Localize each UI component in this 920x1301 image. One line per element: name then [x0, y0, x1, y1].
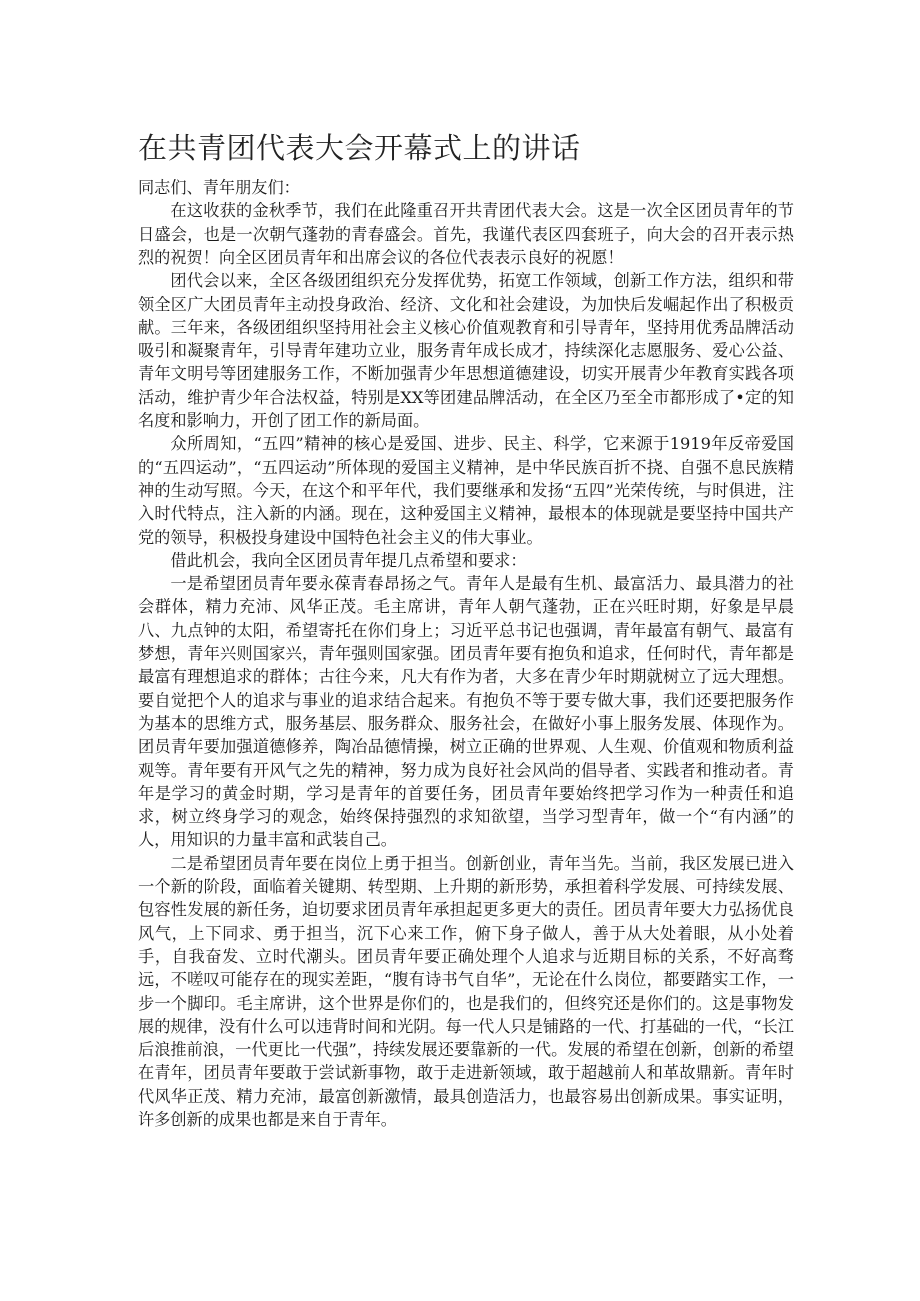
- paragraph-transition: 借此机会，我向全区团员青年提几点希望和要求：: [170, 550, 527, 570]
- paragraph-may-fourth: 众所周知，“五四”精神的核心是爱国、进步、民主、科学，它来源于1919年反帝爱国的“五四运动”，“五四运动”所体现的爱国主义精神，是中华民族百折不挠、自强不息民族精神的生动写照。今天，在这个和平年代，我们要继承和发扬“五四”光荣传统，与时俱进，注入时代特点，注入新的内涵。现在，这种爱国主义精神，最根本的体现就是要坚持中国共产党的领导，积极投身建设中国特色社会主义的伟大事业。: [138, 434, 794, 547]
- paragraph-opening: 在这收获的金秋季节，我们在此隆重召开共青团代表大会。这是一次全区团员青年的节日盛会，也是一次朝气蓬勃的青春盛会。首先，我谨代表区四套班子，向大会的召开表示热烈的祝贺！向全区团员青年和出席会议的各位代表表示良好的祝愿！: [138, 201, 794, 267]
- document-page: [138, 128, 794, 1131]
- paragraph-achievements: 团代会以来，全区各级团组织充分发挥优势，拓宽工作领域，创新工作方法，组织和带领全区广大团员青年主动投身政治、经济、文化和社会建设，为加快后发崛起作出了积极贡献。三年来，各级团组织坚持用社会主义核心价值观教育和引导青年，坚持用优秀品牌活动吸引和凝聚青年，引导青年建功立业，服务青年成长成才，持续深化志愿服务、爱心公益、青年文明号等团建服务工作，不断加强青少年思想道德建设，切实开展青少年教育实践各项活动，维护青少年合法权益，特别是XX等团建品牌活动，在全区乃至全市都形成了•定的知名度和影响力，开创了团工作的新局面。: [138, 271, 794, 431]
- paragraph-hope-one: 一是希望团员青年要永葆青春昂扬之气。青年人是最有生机、最富活力、最具潜力的社会群体，精力充沛、风华正茂。毛主席讲，青年人朝气蓬勃，正在兴旺时期，好象是早晨八、九点钟的太阳，希望寄托在你们身上；习近平总书记也强调，青年最富有朝气、最富有梦想，青年兴则国家兴，青年强则国家强。团员青年要有抱负和追求，任何时代，青年都是最富有理想追求的群体；古往今来，凡大有作为者，大多在青少年时期就树立了远大理想。要自觉把个人的追求与事业的追求结合起来。有抱负不等于要专做大事，我们还要把服务作为基本的思维方式，服务基层、服务群众、服务社会，在做好小事上服务发展、体现作为。团员青年要加强道德修养，陶冶品德情操，树立正确的世界观、人生观、价值观和物质利益观等。青年要有开风气之先的精神，努力成为良好社会风尚的倡导者、实践者和推动者。青年是学习的黄金时期，学习是青年的首要任务，团员青年要始终把学习作为一种责任和追求，树立终身学习的观念，始终保持强烈的求知欲望，当学习型青年，做一个“有内涵”的人，用知识的力量丰富和武装自己。: [138, 574, 794, 850]
- document-title: 在共青团代表大会开幕式上的讲话: [138, 131, 581, 165]
- greeting-line: 同志们、青年朋友们：: [138, 178, 300, 197]
- paragraph-hope-two: 二是希望团员青年要在岗位上勇于担当。创新创业，青年当先。当前，我区发展已进入一个新的阶段，面临着关键期、转型期、上升期的新形势，承担着科学发展、可持续发展、包容性发展的新任务，迫切要求团员青年承担起更多更大的责任。团员青年要大力弘扬优良风气，上下同求、勇于担当，沉下心来工作，俯下身子做人，善于从大处着眼，从小处着手，自我奋发、立时代潮头。团员青年要正确处理个人追求与近期目标的关系，不好高骛远，不嗟叹可能存在的现实差距，“腹有诗书气自华”，无论在什么岗位，都要踏实工作，一步一个脚印。毛主席讲，这个世界是你们的，也是我们的，但终究还是你们的。这是事物发展的规律，没有什么可以违背时间和光阴。每一代人只是铺路的一代、打基础的一代，“长江后浪推前浪，一代更比一代强”，持续发展还要靠新的一代。发展的希望在创新，创新的希望在青年，团员青年要敢于尝试新事物，敢于走进新领域，敢于超越前人和革故鼎新。青年时代风华正茂、精力充沛，最富创新激情，最具创造活力，也最容易出创新成果。事实证明，许多创新的成果也都是来自于青年。: [138, 853, 794, 1129]
